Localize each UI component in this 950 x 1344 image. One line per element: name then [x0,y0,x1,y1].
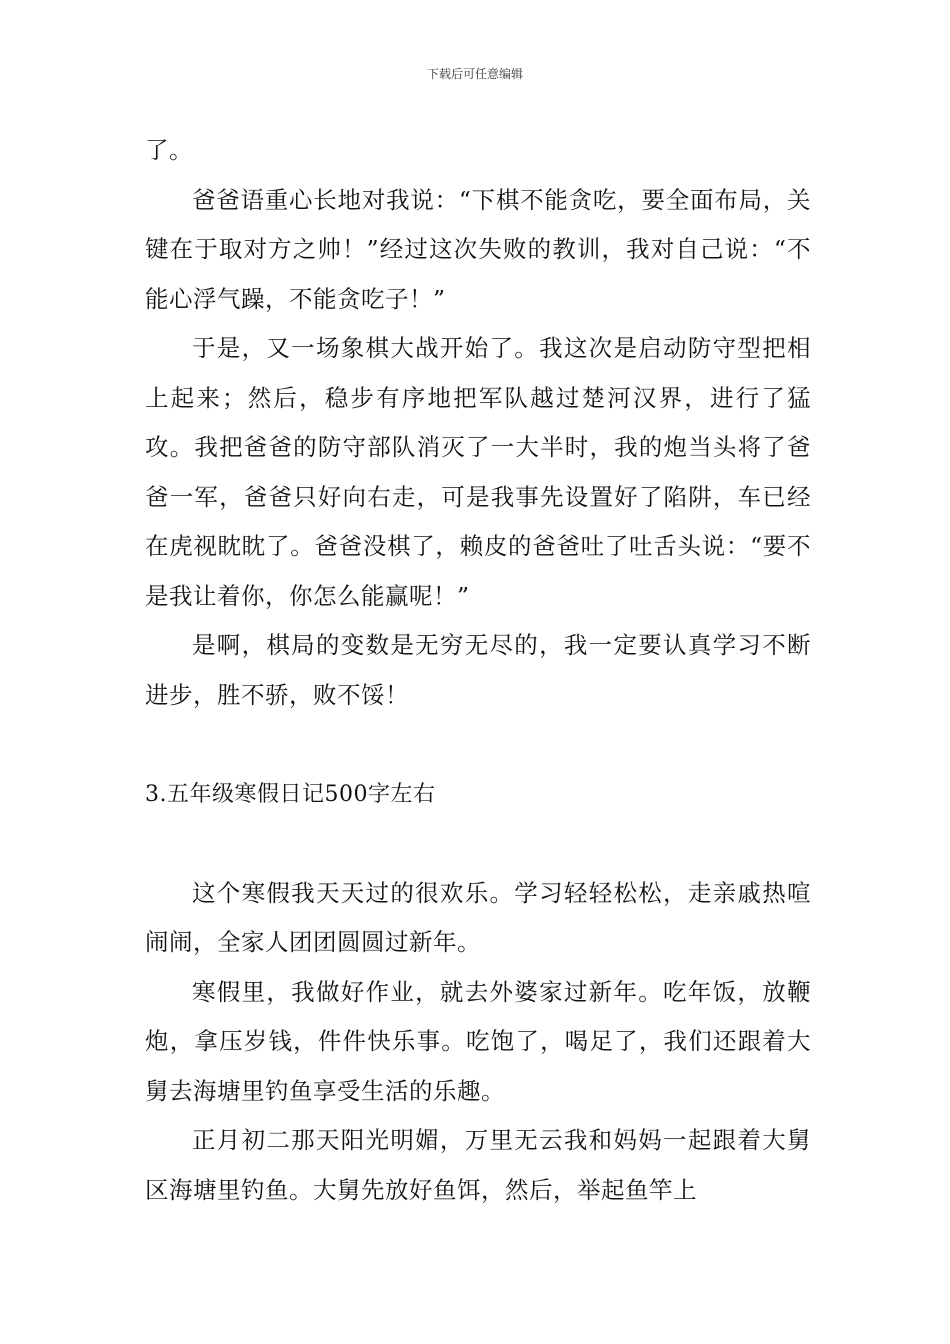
page-header: 下载后可任意编辑 [426,67,523,81]
paragraph-chess-battle: 于是，又一场象棋大战开始了。我这次是启动防守型把相上起来；然后，稳步有序地把军队越过楚河汉界，进行了猛攻。我把爸爸的防守部队消灭了一大半时，我的炮当头将了爸爸一军，爸爸只好向右走，可是我事先设置好了陷阱，车已经在虎视眈眈了。爸爸没棋了，赖皮的爸爸吐了吐舌头说：“要不是我让着你，你怎么能赢呢！” [145,334,811,610]
section-heading: 3.五年级寒假日记500字左右 [145,782,436,807]
paragraph-conclusion: 是啊，棋局的变数是无穷无尽的，我一定要认真学习不断进步，胜不骄，败不馁！ [145,631,811,709]
document-body [145,126,811,1215]
diary-paragraph-2: 寒假里，我做好作业，就去外婆家过新年。吃年饭，放鞭炮，拿压岁钱，件件快乐事。吃饱了，喝足了，我们还跟着大舅去海塘里钓鱼享受生活的乐趣。 [145,977,811,1105]
paragraph-continuation: 了。 [145,136,193,164]
diary-paragraph-3: 正月初二那天阳光明媚，万里无云我和妈妈一起跟着大舅区海塘里钓鱼。大舅先放好鱼饵，然后，举起鱼竿上 [145,1126,811,1204]
diary-paragraph-1: 这个寒假我天天过的很欢乐。学习轻轻松松，走亲戚热喧闹闹，全家人团团圆圆过新年。 [145,878,811,956]
paragraph-father-advice: 爸爸语重心长地对我说：“下棋不能贪吃，要全面布局，关键在于取对方之帅！”经过这次失败的教训，我对自己说：“不能心浮气躁，不能贪吃子！” [145,185,811,313]
